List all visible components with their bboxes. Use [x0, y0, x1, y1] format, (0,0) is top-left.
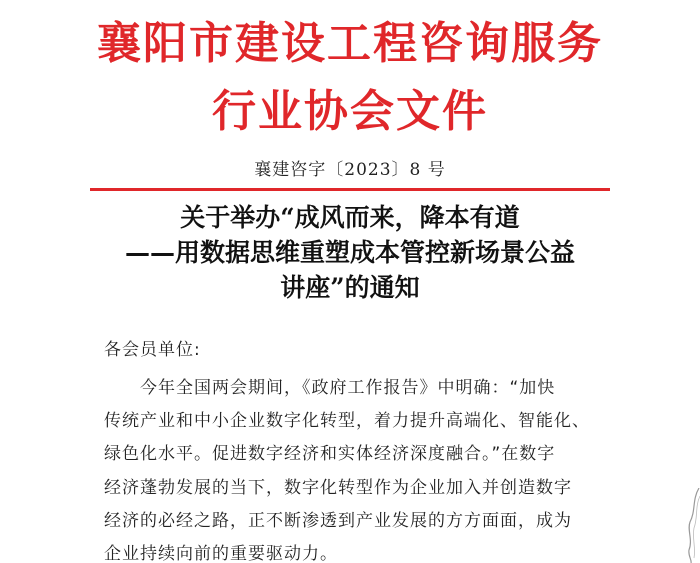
notice-title-line-2: ——用数据思维重塑成本管控新场景公益 [124, 238, 575, 267]
notice-title-line-3: 讲座”的通知 [280, 273, 420, 302]
notice-title-line-1: 关于举办“成风而来，降本有道 [180, 203, 520, 232]
scan-edge-mark [686, 488, 700, 563]
body-line: 传统产业和中小企业数字化转型，着力提升高端化、智能化、 [104, 411, 590, 432]
body-line: 经济蓬勃发展的当下，数字化转型作为企业加入并创造数字 [104, 477, 572, 498]
body-paragraph [104, 372, 604, 563]
issuer-header-line-1: 襄阳市建设工程咨询服务 [97, 18, 603, 69]
body-line: 经济的必经之路，正不断渗透到产业发展的方方面面，成为 [104, 510, 572, 531]
body-line: 绿色化水平。促进数字经济和实体经济深度融合。”在数字 [104, 444, 556, 465]
issuer-header-line-2: 行业协会文件 [212, 86, 488, 137]
notice-title [0, 200, 700, 305]
body-line: 企业持续向前的重要驱动力。 [104, 544, 338, 563]
document-number: 襄建咨字〔2023〕8 号 [254, 160, 446, 180]
red-separator-line [90, 188, 610, 191]
body-line: 今年全国两会期间，《政府工作报告》中明确：“加快 [140, 378, 556, 398]
salutation: 各会员单位: [104, 340, 201, 360]
